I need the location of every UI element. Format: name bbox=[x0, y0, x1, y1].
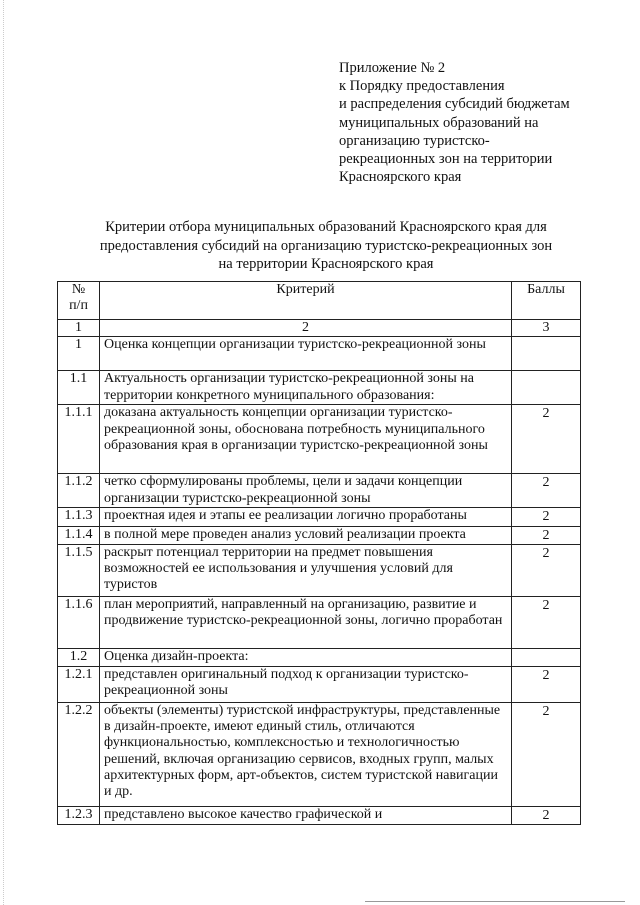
header-line: к Порядку предоставления bbox=[339, 78, 505, 95]
table-row bbox=[58, 405, 581, 474]
row-number: 1.2.1 bbox=[58, 666, 100, 702]
index-cell: 2 bbox=[100, 320, 512, 337]
index-cell: 3 bbox=[512, 320, 581, 337]
row-points: 2 bbox=[512, 544, 581, 596]
table-row bbox=[58, 648, 581, 666]
title-line: на территории Красноярского края bbox=[218, 256, 434, 272]
row-number: 1.1 bbox=[58, 371, 100, 405]
scan-bottom-edge bbox=[365, 901, 625, 902]
header-number-abbrev: п/п bbox=[69, 298, 88, 314]
row-points: 2 bbox=[512, 474, 581, 508]
table-row bbox=[58, 702, 581, 806]
row-criterion: четко сформулированы проблемы, цели и задачи концепции организации туристско-рекреационной зоны bbox=[100, 474, 512, 508]
table-row bbox=[58, 371, 581, 405]
table-row bbox=[58, 806, 581, 824]
appendix-header bbox=[339, 59, 589, 186]
row-points: 2 bbox=[512, 702, 581, 806]
row-criterion: Оценка дизайн-проекта: bbox=[100, 648, 512, 666]
header-cell-criterion: Критерий bbox=[100, 282, 512, 320]
row-points: 2 bbox=[512, 666, 581, 702]
row-number: 1.1.3 bbox=[58, 508, 100, 526]
row-criterion: проектная идея и этапы ее реализации логично проработаны bbox=[100, 508, 512, 526]
row-criterion: план мероприятий, направленный на организацию, развитие и продвижение туристско-рекреационной зоны, логично проработан bbox=[100, 596, 512, 648]
row-number: 1.1.1 bbox=[58, 405, 100, 474]
table-index-row bbox=[58, 320, 581, 337]
row-points: 2 bbox=[512, 405, 581, 474]
table-row bbox=[58, 666, 581, 702]
title-line: Критерии отбора муниципальных образований Красноярского края для bbox=[105, 219, 547, 235]
table-row bbox=[58, 526, 581, 544]
table-row bbox=[58, 544, 581, 596]
document-title bbox=[60, 218, 592, 274]
row-criterion: в полной мере проведен анализ условий реализации проекта bbox=[100, 526, 512, 544]
header-line: Красноярского края bbox=[339, 169, 462, 186]
table-row bbox=[58, 337, 581, 371]
row-criterion: Оценка концепции организации туристско-рекреационной зоны bbox=[100, 337, 512, 371]
header-line: организацию туристско- bbox=[339, 132, 490, 149]
table-header-row bbox=[58, 282, 581, 320]
row-criterion: доказана актуальность концепции организации туристско-рекреационной зоны, обоснована потребность муниципального образования края в организации туристско-рекреационной зоны bbox=[100, 405, 512, 474]
row-criterion: объекты (элементы) туристской инфраструктуры, представленные в дизайн-проекте, имеют единый стиль, отличаются функциональностью, комплексностью и технологичностью решений, включая организацию сервисов, входных групп, малых архитектурных форм, арт-объектов, систем туристской навигации и др. bbox=[100, 702, 512, 806]
row-number: 1.1.5 bbox=[58, 544, 100, 596]
row-criterion: представлено высокое качество графической и bbox=[100, 806, 512, 824]
row-points bbox=[512, 337, 581, 371]
row-points bbox=[512, 371, 581, 405]
table-row bbox=[58, 508, 581, 526]
row-number: 1 bbox=[58, 337, 100, 371]
row-points bbox=[512, 648, 581, 666]
row-number: 1.1.4 bbox=[58, 526, 100, 544]
header-line: рекреационных зон на территории bbox=[339, 151, 553, 168]
row-criterion: раскрыт потенциал территории на предмет повышения возможностей ее использования и улучшения условий для туристов bbox=[100, 544, 512, 596]
header-cell-points: Баллы bbox=[512, 282, 581, 320]
scan-edge-line bbox=[3, 0, 5, 905]
row-points: 2 bbox=[512, 526, 581, 544]
row-criterion: Актуальность организации туристско-рекреационной зоны на территории конкретного муниципального образования: bbox=[100, 371, 512, 405]
row-criterion: представлен оригинальный подход к организации туристско-рекреационной зоны bbox=[100, 666, 512, 702]
header-line: муниципальных образований на bbox=[339, 114, 539, 131]
table-row bbox=[58, 596, 581, 648]
header-line: и распределения субсидий бюджетам bbox=[339, 96, 570, 113]
title-line: предоставления субсидий на организацию туристско-рекреационных зон bbox=[99, 237, 553, 254]
row-number: 1.2 bbox=[58, 648, 100, 666]
row-points: 2 bbox=[512, 806, 581, 824]
row-points: 2 bbox=[512, 596, 581, 648]
row-number: 1.2.3 bbox=[58, 806, 100, 824]
header-line: Приложение № 2 bbox=[339, 60, 446, 76]
header-number-symbol: № bbox=[71, 282, 86, 297]
row-number: 1.2.2 bbox=[58, 702, 100, 806]
criteria-table bbox=[57, 281, 581, 825]
row-number: 1.1.2 bbox=[58, 474, 100, 508]
table-row bbox=[58, 474, 581, 508]
row-number: 1.1.6 bbox=[58, 596, 100, 648]
row-points: 2 bbox=[512, 508, 581, 526]
index-cell: 1 bbox=[58, 320, 100, 337]
header-cell-number bbox=[58, 282, 100, 320]
